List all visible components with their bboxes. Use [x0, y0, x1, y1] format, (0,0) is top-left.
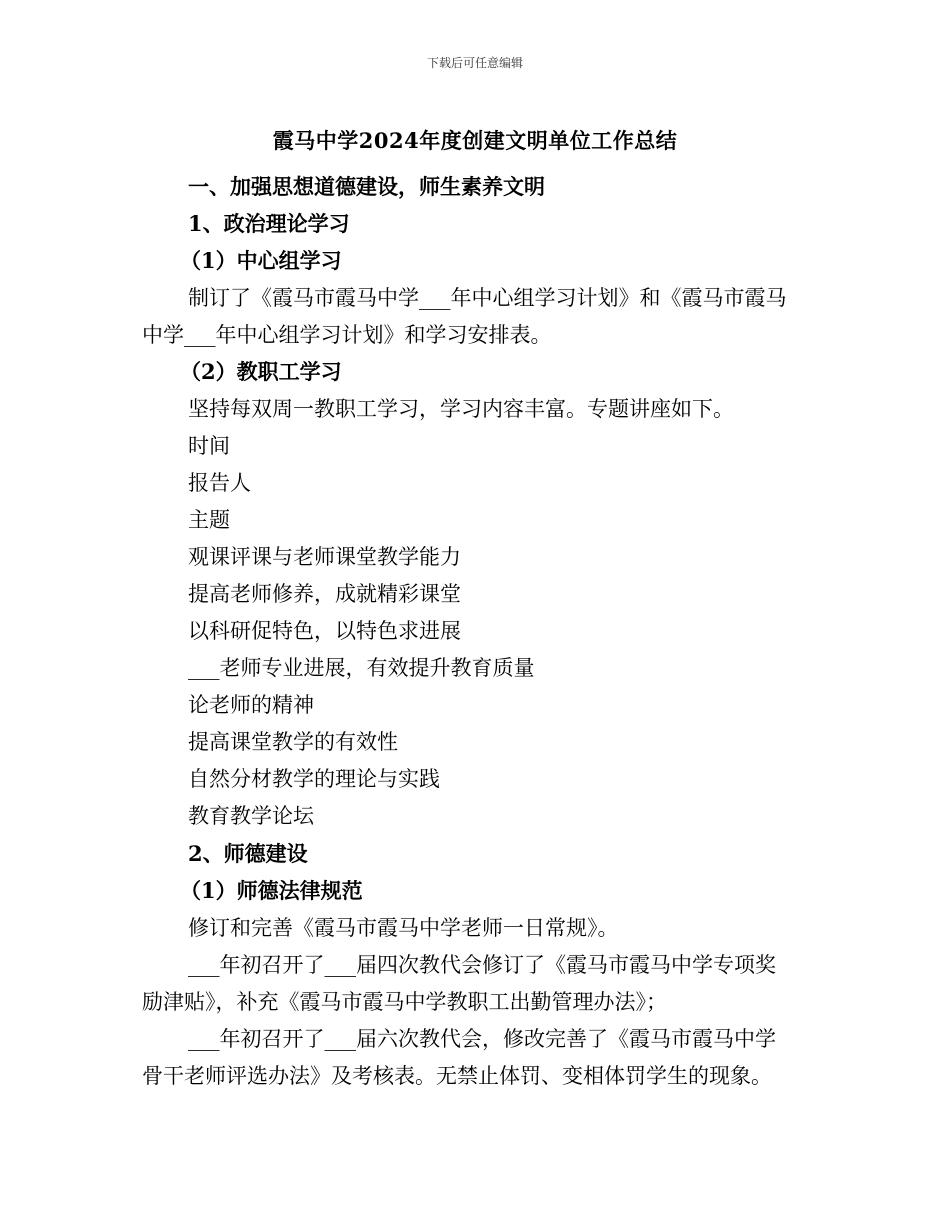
paragraph-5-line-1: ___年初召开了___届六次教代会，修改完善了《霞马市霞马中学: [188, 1027, 776, 1051]
topic-item: 自然分材教学的理论与实践: [188, 767, 440, 791]
subsection-heading-1-2: （2）教职工学习: [180, 359, 342, 384]
subsection-heading-2: 2、师德建设: [188, 841, 308, 866]
section-heading-1: 一、加强思想道德建设，师生素养文明: [188, 174, 545, 199]
subsection-heading-2-1: （1）师德法律规范: [180, 878, 363, 903]
topic-item: 提高课堂教学的有效性: [188, 730, 398, 754]
table-header-reporter: 报告人: [188, 471, 251, 495]
paragraph-4-line-2: 励津贴》，补充《霞马市霞马中学教职工出勤管理办法》；: [142, 990, 667, 1014]
paragraph-5-line-2: 骨干老师评选办法》及考核表。无禁止体罚、变相体罚学生的现象。: [142, 1064, 772, 1088]
topic-item: 提高老师修养，成就精彩课堂: [188, 582, 461, 606]
topic-item: ___老师专业进展，有效提升教育质量: [188, 656, 535, 680]
paragraph-3: 修订和完善《霞马市霞马中学老师一日常规》。: [188, 916, 619, 940]
topic-item: 观课评课与老师课堂教学能力: [188, 545, 461, 569]
header-note: 下载后可任意编辑: [426, 56, 523, 70]
paragraph-1-line-1: 制订了《霞马市霞马中学___年中心组学习计划》和《霞马市霞马: [188, 286, 787, 310]
paragraph-1-line-2: 中学___年中心组学习计划》和学习安排表。: [142, 323, 552, 347]
paragraph-4-line-1: ___年初召开了___届四次教代会修订了《霞马市霞马中学专项奖: [188, 953, 776, 977]
table-header-time: 时间: [188, 434, 230, 458]
paragraph-2: 坚持每双周一教职工学习，学习内容丰富。专题讲座如下。: [188, 397, 734, 421]
document-title: 霞马中学2024年度创建文明单位工作总结: [272, 128, 678, 153]
table-header-topic: 主题: [188, 508, 230, 532]
subsection-heading-1-1: （1）中心组学习: [180, 248, 342, 273]
topic-item: 以科研促特色，以特色求进展: [188, 619, 461, 643]
topic-item: 教育教学论坛: [188, 804, 314, 828]
subsection-heading-1: 1、政治理论学习: [188, 211, 350, 236]
topic-item: 论老师的精神: [188, 693, 314, 717]
